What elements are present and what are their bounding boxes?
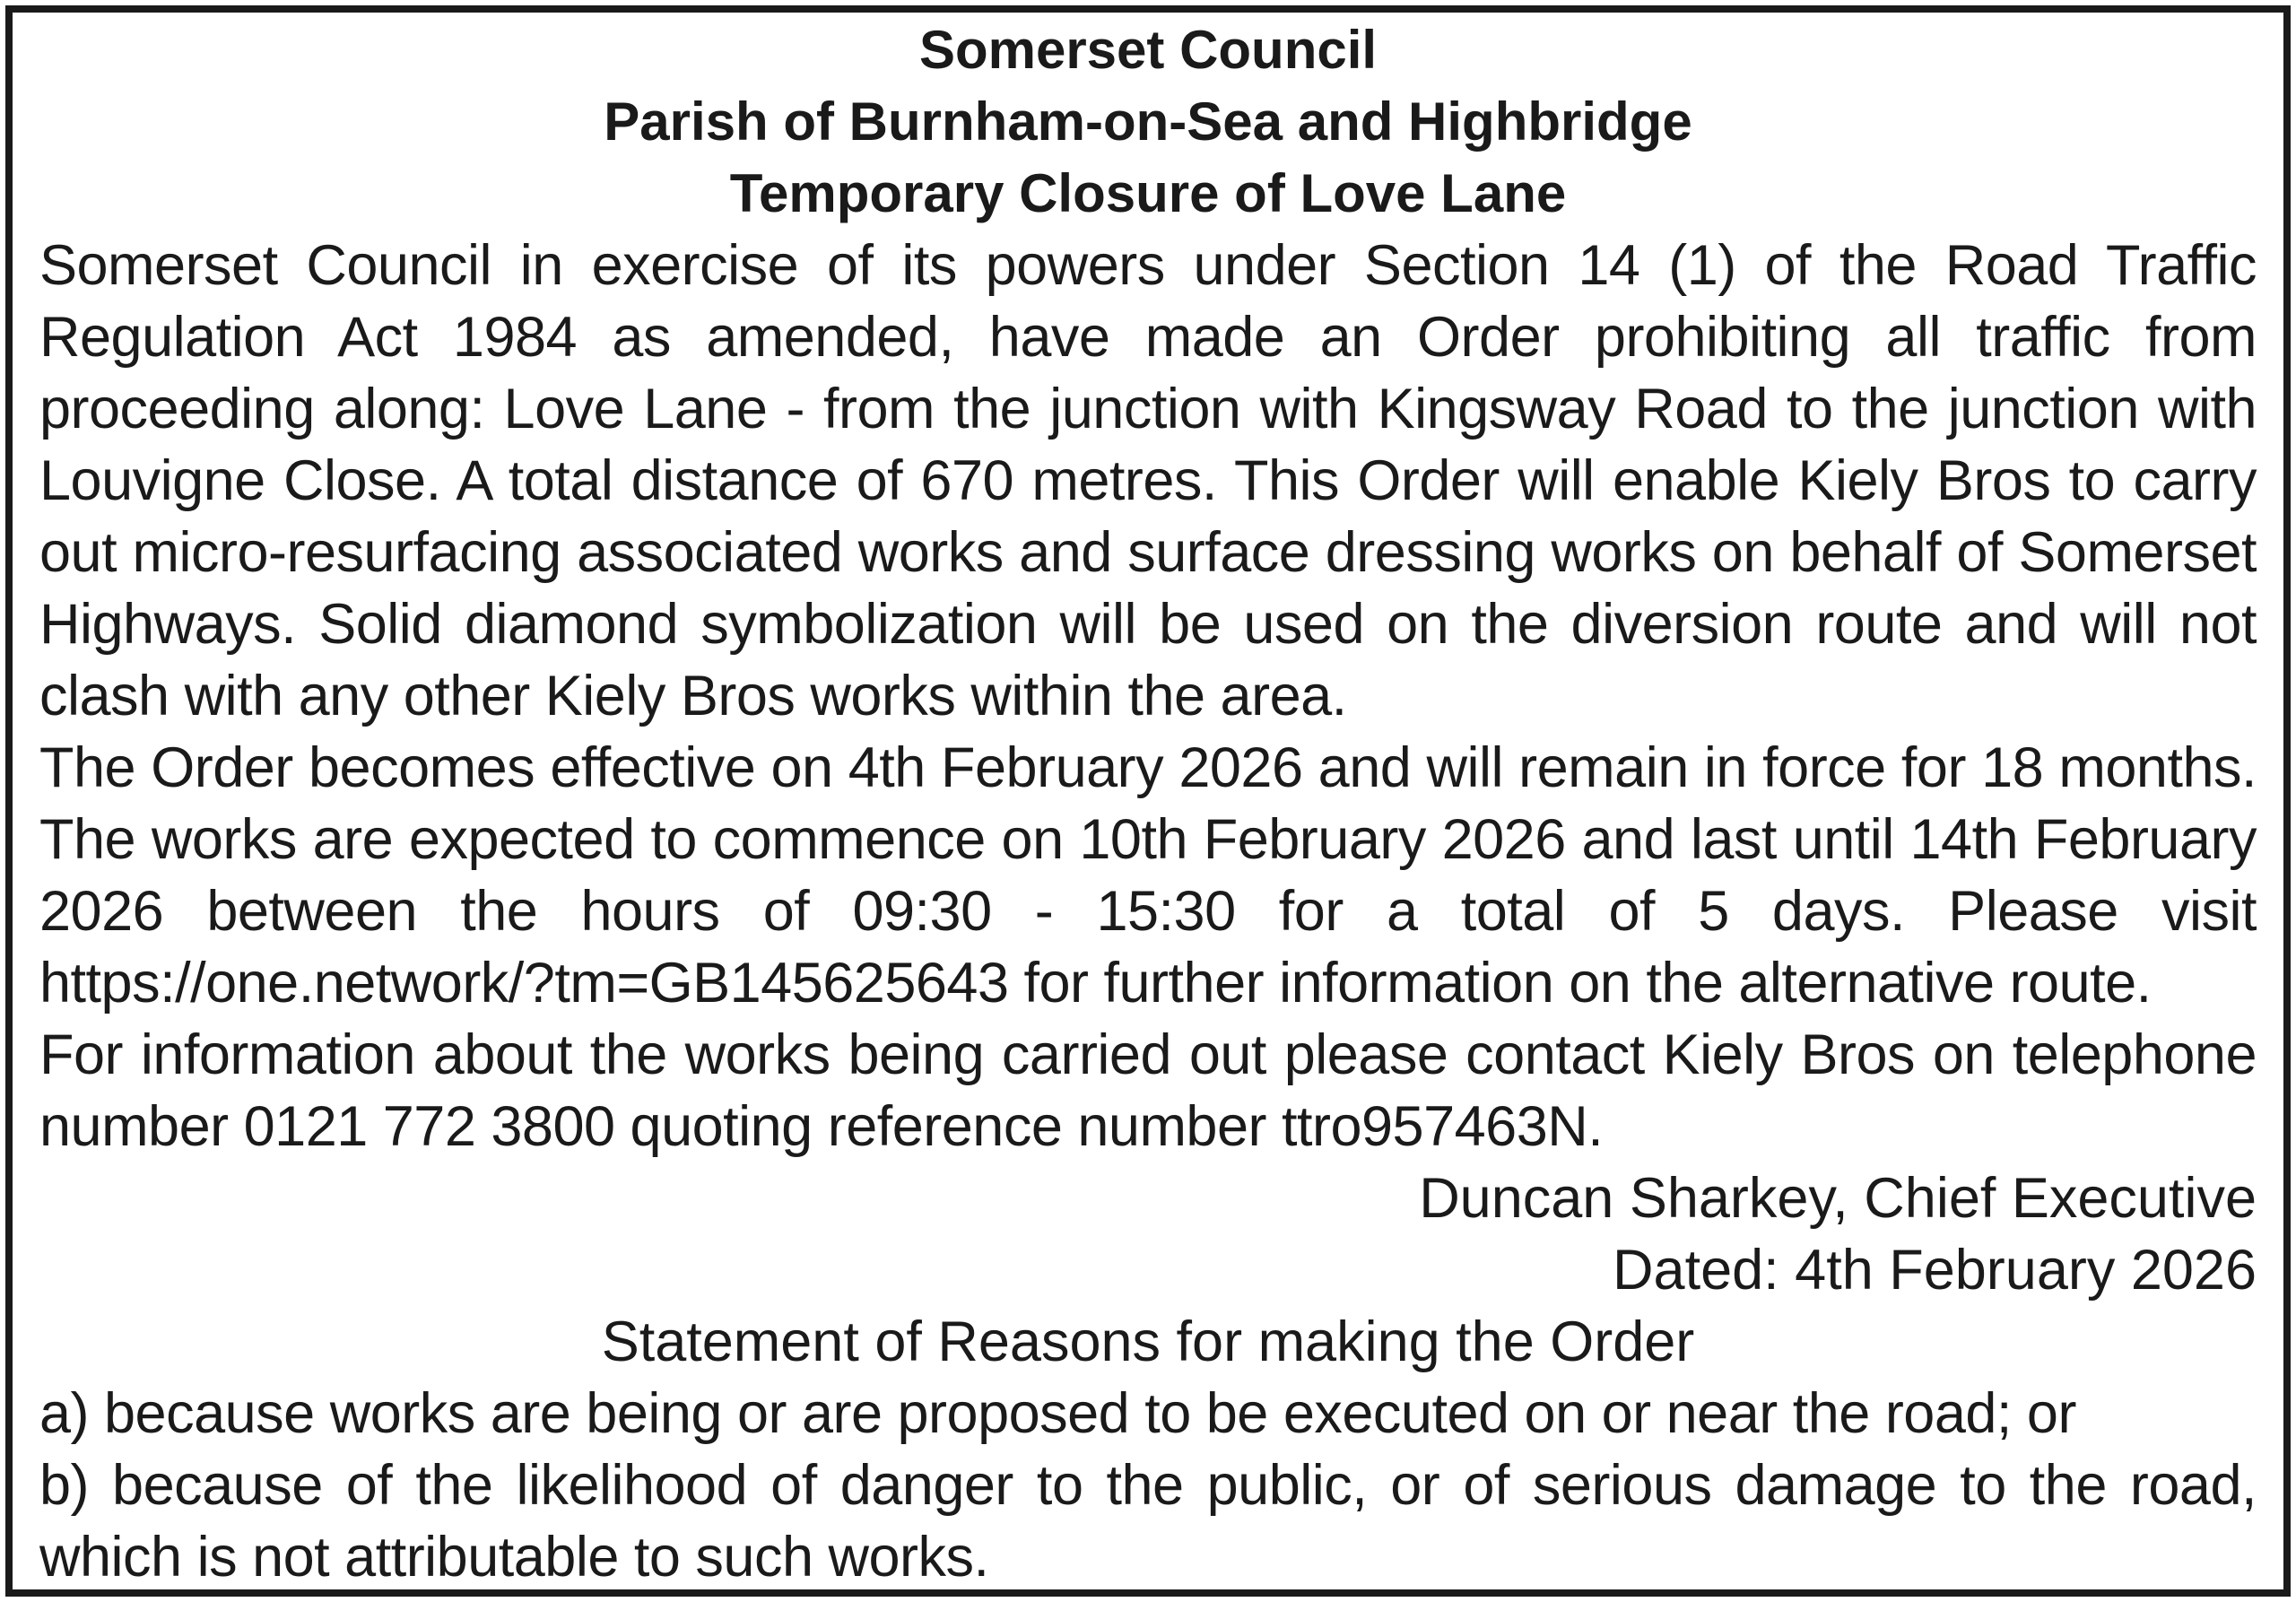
signature-date: Dated: 4th February 2026 [1613,1239,2257,1302]
reason-item: b) because of the likelihood of danger to the public, or of serious damage to the road, which is not attributable to such works. [39,1454,2257,1589]
order-details-paragraph: Somerset Council in exercise of its powers under Section 14 (1) of the Road Traffic Regulation Act 1984 as amended, have made an Order prohibiting all traffic from proceeding along: Love Lane - from the junction with Kingsway Road to the junction with Louvigne Close. A total distance of 670 metres. This Order will enable Kiely Bros to carry out micro-resurfacing associated works and surface dressing works on behalf of Somerset Highways. Solid diamond symbolization will be used on the diversion route and will not clash with any other Kiely Bros works within the area. [39,234,2257,727]
reason-item: a) because works are being or are proposed to be executed on or near the road; or [39,1382,2076,1445]
public-notice [5,5,2291,1597]
notice-closure-title: Temporary Closure of Love Lane [729,163,1567,223]
signatory-name: Duncan Sharkey, Chief Executive [1419,1167,2257,1230]
reasons-title: Statement of Reasons for making the Order [601,1310,1695,1373]
contact-paragraph: For information about the works being carried out please contact Kiely Bros on telephone number 0121 772 3800 quoting reference number ttro957463N. [39,1023,2257,1158]
notice-council-title: Somerset Council [918,20,1378,80]
effective-dates-paragraph: The Order becomes effective on 4th February 2026 and will remain in force for 18 months. The works are expected to commence on 10th February 2026 and last until 14th February 2026 between the hours of 09:30 - 15:30 for a total of 5 days. Please visit https://one.network/?tm=GB145625643 for further information on the alternative route. [39,736,2257,1014]
notice-content [39,14,2257,1593]
notice-parish-title: Parish of Burnham-on-Sea and Highbridge [604,91,1692,152]
